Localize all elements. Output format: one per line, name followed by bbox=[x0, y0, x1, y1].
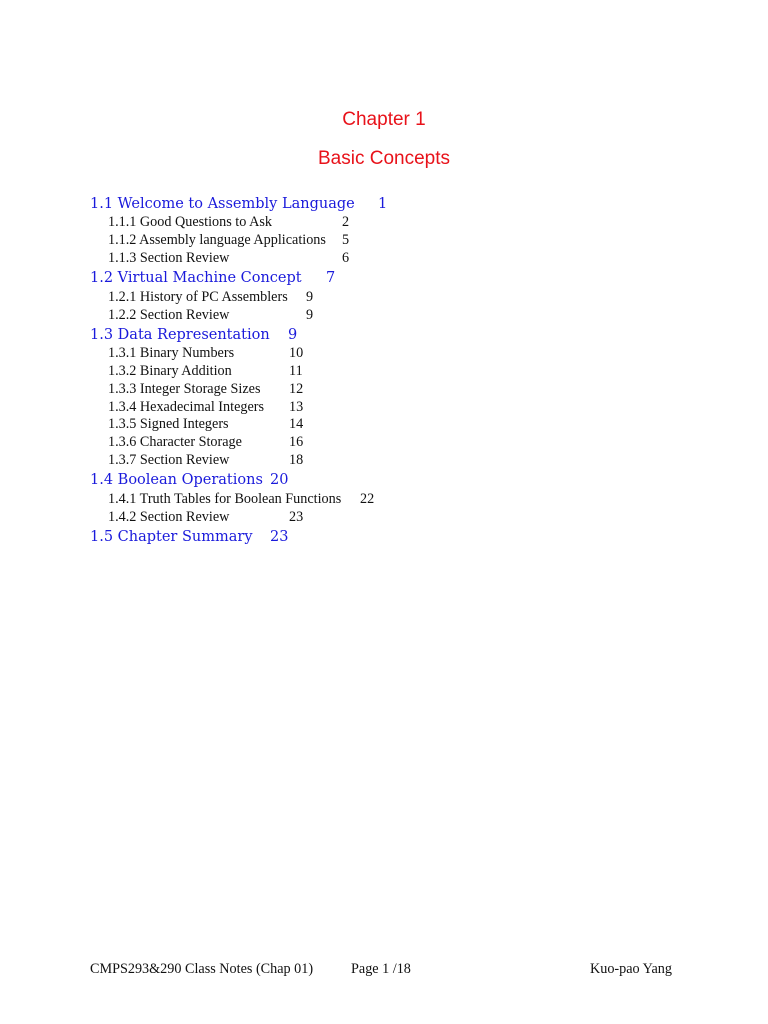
toc-item-page: 12 bbox=[289, 381, 304, 397]
toc-item-label: 1.2.2 Section Review bbox=[108, 307, 230, 323]
toc-item-page: 13 bbox=[289, 399, 304, 415]
toc-item-1-3-3[interactable] bbox=[108, 381, 304, 398]
toc-item-label: 1.3.6 Character Storage bbox=[108, 434, 242, 450]
chapter-subtitle: Basic Concepts bbox=[317, 148, 450, 169]
toc-item-1-1-3[interactable] bbox=[108, 250, 350, 267]
toc-item-page: 10 bbox=[289, 345, 304, 361]
toc-section-label: 1.1 Welcome to Assembly Language bbox=[90, 196, 355, 212]
toc-item-1-2-1[interactable] bbox=[108, 289, 314, 306]
toc-item-page: 5 bbox=[342, 232, 350, 248]
toc-item-label: 1.3.4 Hexadecimal Integers bbox=[108, 399, 265, 415]
toc-item-label: 1.3.2 Binary Addition bbox=[108, 363, 232, 379]
toc-item-page: 6 bbox=[342, 250, 350, 266]
toc-section-page: 7 bbox=[326, 270, 336, 286]
footer-author: Kuo-pao Yang bbox=[590, 961, 672, 977]
toc-section-page: 23 bbox=[270, 529, 289, 545]
toc-section-1-1[interactable] bbox=[90, 195, 388, 213]
toc-item-1-3-2[interactable] bbox=[108, 363, 303, 380]
toc-item-page: 16 bbox=[289, 434, 304, 450]
toc-item-page: 14 bbox=[289, 416, 304, 432]
toc-section-1-5[interactable] bbox=[90, 528, 289, 546]
chapter-title: Chapter 1 bbox=[342, 109, 426, 130]
toc-item-1-3-5[interactable] bbox=[108, 416, 304, 433]
toc-item-label: 1.3.7 Section Review bbox=[108, 452, 230, 468]
toc-item-label: 1.1.1 Good Questions to Ask bbox=[108, 214, 272, 230]
toc-item-1-1-1[interactable] bbox=[108, 214, 350, 231]
toc-item-1-3-4[interactable] bbox=[108, 399, 304, 416]
toc-item-1-1-2[interactable] bbox=[108, 232, 350, 249]
toc-section-1-4[interactable] bbox=[90, 471, 289, 489]
toc-item-page: 2 bbox=[342, 214, 350, 230]
toc-item-label: 1.2.1 History of PC Assemblers bbox=[108, 289, 288, 305]
toc-item-1-3-6[interactable] bbox=[108, 434, 304, 451]
toc-item-label: 1.4.1 Truth Tables for Boolean Functions bbox=[108, 491, 342, 507]
toc-section-label: 1.5 Chapter Summary bbox=[90, 529, 253, 545]
toc-item-page: 9 bbox=[306, 289, 314, 305]
toc-item-label: 1.1.2 Assembly language Applications bbox=[108, 232, 326, 248]
footer-page-number: Page 1 /18 bbox=[351, 961, 411, 977]
toc-section-page: 1 bbox=[378, 196, 388, 212]
footer-course: CMPS293&290 Class Notes (Chap 01) bbox=[90, 961, 314, 977]
toc-item-page: 23 bbox=[289, 509, 304, 525]
toc-section-1-2[interactable] bbox=[90, 269, 336, 287]
toc-item-page: 22 bbox=[360, 491, 375, 507]
toc-section-page: 9 bbox=[288, 327, 298, 343]
toc-section-label: 1.4 Boolean Operations bbox=[90, 472, 263, 488]
toc-section-label: 1.3 Data Representation bbox=[90, 327, 270, 343]
toc-item-label: 1.3.1 Binary Numbers bbox=[108, 345, 235, 361]
toc-section-page: 20 bbox=[270, 472, 289, 488]
toc-item-label: 1.3.5 Signed Integers bbox=[108, 416, 229, 432]
toc-item-1-2-2[interactable] bbox=[108, 307, 314, 324]
toc-item-1-3-1[interactable] bbox=[108, 345, 304, 362]
toc-item-label: 1.1.3 Section Review bbox=[108, 250, 230, 266]
toc-item-1-3-7[interactable] bbox=[108, 452, 304, 469]
toc-item-1-4-1[interactable] bbox=[108, 491, 375, 508]
toc-item-label: 1.4.2 Section Review bbox=[108, 509, 230, 525]
toc-section-1-3[interactable] bbox=[90, 326, 298, 344]
toc-item-page: 18 bbox=[289, 452, 304, 468]
toc-item-label: 1.3.3 Integer Storage Sizes bbox=[108, 381, 261, 397]
toc-item-page: 11 bbox=[289, 363, 303, 379]
toc-section-label: 1.2 Virtual Machine Concept bbox=[90, 270, 302, 286]
toc-item-1-4-2[interactable] bbox=[108, 509, 304, 526]
toc-item-page: 9 bbox=[306, 307, 314, 323]
